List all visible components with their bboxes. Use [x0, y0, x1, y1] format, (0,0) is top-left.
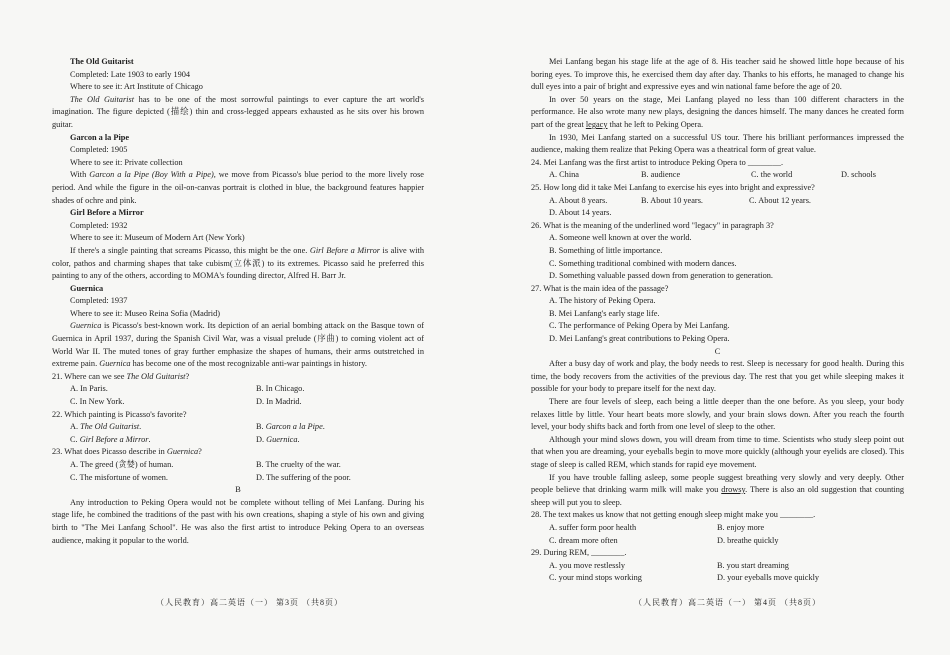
question-27: 27. What is the main idea of the passage?: [531, 283, 669, 293]
section-c-heading: C: [714, 346, 721, 356]
desc-guernica: Guernica is Picasso's best-known work. Its depiction of an aerial bombing attack on the Basque town of Guernica in April 1937, during the Spanish Civil War, was a visual prelude (序曲) to coming violent act of World War II. The muted tones of gray further emphasize the shapes of humans, their arms outstretched in extreme pain. Guernica has become one of the most recognizable anti-war paintings in history.: [52, 321, 424, 369]
passage-b-p2: In over 50 years on the stage, Mei Lanfang played no less than 100 different characters in the performance. He also wrote many new plays, designing the dances himself. The many dances he created form part of the great legacy that he left to Peking Opera.: [531, 94, 904, 129]
option-24-c: C. the world: [751, 170, 793, 180]
passage-b-p1: Mei Lanfang began his stage life at the age of 8. His teacher said he showed little hope because of his boring eyes. To improve this, he exercised them day after day. Thanks to his efforts, he managed to change his dull eyes into a pair of bright and expressive eyes and win national fame before the age of 20.: [531, 57, 904, 92]
option-21-c: C. In New York.: [70, 397, 125, 407]
option-27-a: A. The history of Peking Opera.: [549, 296, 656, 306]
option-24-d: D. schools: [841, 170, 877, 180]
option-25-b: B. About 10 years.: [641, 195, 703, 205]
option-23-c: C. The misfortune of women.: [70, 472, 169, 482]
option-21-d: D. In Madrid.: [256, 397, 302, 407]
option-23-b: B. The cruelty of the war.: [256, 460, 341, 469]
completed-old-guitarist: Completed: Late 1903 to early 1904: [70, 69, 191, 79]
options-25: [531, 195, 904, 208]
desc-old-guitarist: The Old Guitarist has to be one of the most sorrowful paintings to ever capture the art world's imagination. The figure depicted (描绘) thin and cross-legged appears exhausted as he sits over his brown guitar.: [52, 94, 424, 129]
underlined-legacy: legacy: [585, 119, 608, 129]
option-23-d: D. The suffering of the poor.: [256, 472, 351, 482]
passage-c-p4: If you have trouble falling asleep, some people suggest breathing very slowly and very deeply. Other people believe that drinking warm milk will make you drowsy. There is also an old suggestion that counting sheep will put you to sleep.: [531, 472, 904, 507]
option-26-c: C. Something traditional combined with modern dances.: [549, 258, 737, 268]
options-24: [531, 169, 904, 182]
option-25-c: C. About 12 years.: [749, 195, 811, 205]
question-28: 28. The text makes us know that not getting enough sleep might make you ________.: [531, 510, 816, 520]
desc-garcon: With Garcon a la Pipe (Boy With a Pipe), we move from Picasso's blue period to the more lively rose period. And while the figure in the oil-on-canvas portrait is clothed in blue, the background features happier shades of ochre and pink.: [52, 170, 424, 205]
option-28-d: D. breathe quickly: [717, 535, 779, 545]
underlined-drowsy: drowsy: [721, 485, 746, 495]
option-26-a: A. Someone well known at over the world.: [549, 233, 692, 243]
option-28-c: C. dream more often: [549, 535, 618, 545]
option-27-c: C. The performance of Peking Opera by Mei Lanfang.: [549, 321, 730, 331]
section-title-guernica: Guernica: [70, 283, 104, 293]
question-25: 25. How long did it take Mei Lanfang to exercise his eyes into bright and expressive?: [531, 182, 815, 192]
page-footer-right: （人民教育）高二英语（一） 第4页 （共8页）: [634, 598, 821, 607]
question-23: 23. What does Picasso describe in Guernica?: [52, 447, 202, 457]
option-22-b: B. Garcon a la Pipe.: [256, 422, 325, 432]
where-garcon: Where to see it: Private collection: [70, 157, 183, 167]
desc-girl-mirror: If there's a single painting that screams Picasso, this might be the one. Girl Before a Mirror is alive with color, pathos and charming shapes that take cubism(立体派) to its extremes. Picasso said he preferred this painting to any of the others, according to MOMA's founding director, Alfred H. Barr Jr.: [52, 245, 424, 281]
passage-b-intro: Any introduction to Peking Opera would not be complete without telling of Mei Lanfang. During his stage life, he combined the traditions of the past with his own creations, shaping a style of his own and giving birth to "The Mei Lanfang School". He was also the first artist to introduce Peking Opera to an overseas audience, making it popular to the world.: [52, 497, 424, 545]
option-26-b: B. Something of little importance.: [549, 245, 663, 255]
passage-b-p3: In 1930, Mei Lanfang started on a successful US tour. There his brilliant performances impressed the audience, making them realize that Peking Opera was a theatrical form of great value.: [531, 132, 904, 155]
section-title-girl-mirror: Girl Before a Mirror: [70, 208, 144, 218]
question-22: 22. Which painting is Picasso's favorite?: [52, 409, 187, 419]
option-21-b: B. In Chicago.: [256, 384, 305, 394]
option-26-d: D. Something valuable passed down from generation to generation.: [549, 271, 773, 281]
completed-garcon: Completed: 1905: [70, 145, 128, 155]
option-27-d: D. Mei Lanfang's great contributions to Peking Opera.: [549, 334, 730, 344]
section-title-garcon: Garcon a la Pipe: [70, 132, 130, 142]
where-girl-mirror: Where to see it: Museum of Modern Art (New York): [70, 233, 245, 243]
passage-c-p1: After a busy day of work and play, the body needs to rest. Sleep is necessary for good health. During this time, the body recovers from the activities of the previous day. The rest that you get while sleeping makes it possible for your body to prepare itself for the next day.: [531, 359, 904, 394]
question-29: 29. During REM, ________.: [531, 548, 627, 558]
option-28-a: A. suffer form poor health: [549, 522, 637, 532]
where-guernica: Where to see it: Museo Reina Sofia (Madrid): [70, 308, 220, 318]
options-29: [531, 560, 904, 585]
right-column: [531, 56, 904, 585]
option-29-d: D. your eyeballs move quickly: [717, 573, 820, 583]
options-23: [52, 459, 424, 484]
option-22-d: D. Guernica.: [256, 434, 300, 444]
section-title-old-guitarist: The Old Guitarist: [70, 57, 134, 66]
option-22-a: A. The Old Guitarist.: [70, 422, 142, 432]
options-21: [52, 383, 424, 408]
passage-c-p3: Although your mind slows down, you will dream from time to time. Scientists who study sleep point out that when you are dreaming, your eyeballs begin to move more quickly (although your eyelids are closed). This stage of sleep is called REM, which stands for rapid eye movement.: [531, 434, 904, 469]
question-24: 24. Mei Lanfang was the first artist to introduce Peking Opera to ________.: [531, 157, 784, 167]
completed-girl-mirror: Completed: 1932: [70, 220, 128, 230]
where-old-guitarist: Where to see it: Art Institute of Chicago: [70, 82, 203, 92]
passage-c-p2: There are four levels of sleep, each being a little deeper than the one before. As you sleep, your body relaxes little by little. Your heart beats more slowly, and your brain slows down. After you reach the fourth level, your body shifts back and forth from one level of sleep to the other.: [531, 397, 904, 432]
options-28: [531, 522, 904, 547]
option-25-a: A. About 8 years.: [549, 195, 608, 205]
option-23-a: A. The greed (贪婪) of human.: [70, 460, 174, 469]
option-29-c: C. your mind stops working: [549, 573, 642, 583]
option-24-b: B. audience: [641, 170, 681, 180]
question-26: 26. What is the meaning of the underlined word "legacy" in paragraph 3?: [531, 220, 774, 230]
option-27-b: B. Mei Lanfang's early stage life.: [549, 308, 660, 318]
completed-guernica: Completed: 1937: [70, 296, 128, 306]
section-b-heading: B: [235, 485, 241, 495]
option-29-a: A. you move restlessly: [549, 560, 626, 570]
option-25-d: D. About 14 years.: [549, 208, 612, 218]
option-21-a: A. In Paris.: [70, 384, 108, 394]
option-22-c: C. Girl Before a Mirror.: [70, 434, 151, 444]
options-22: [52, 421, 424, 446]
question-21: 21. Where can we see The Old Guitarist?: [52, 371, 190, 381]
option-29-b: B. you start dreaming: [717, 560, 789, 570]
option-28-b: B. enjoy more: [717, 522, 765, 532]
page-footer-left: （人民教育）高二英语（一） 第3页 （共8页）: [156, 598, 343, 607]
option-24-a: A. China: [549, 170, 579, 180]
left-column: [52, 56, 424, 547]
